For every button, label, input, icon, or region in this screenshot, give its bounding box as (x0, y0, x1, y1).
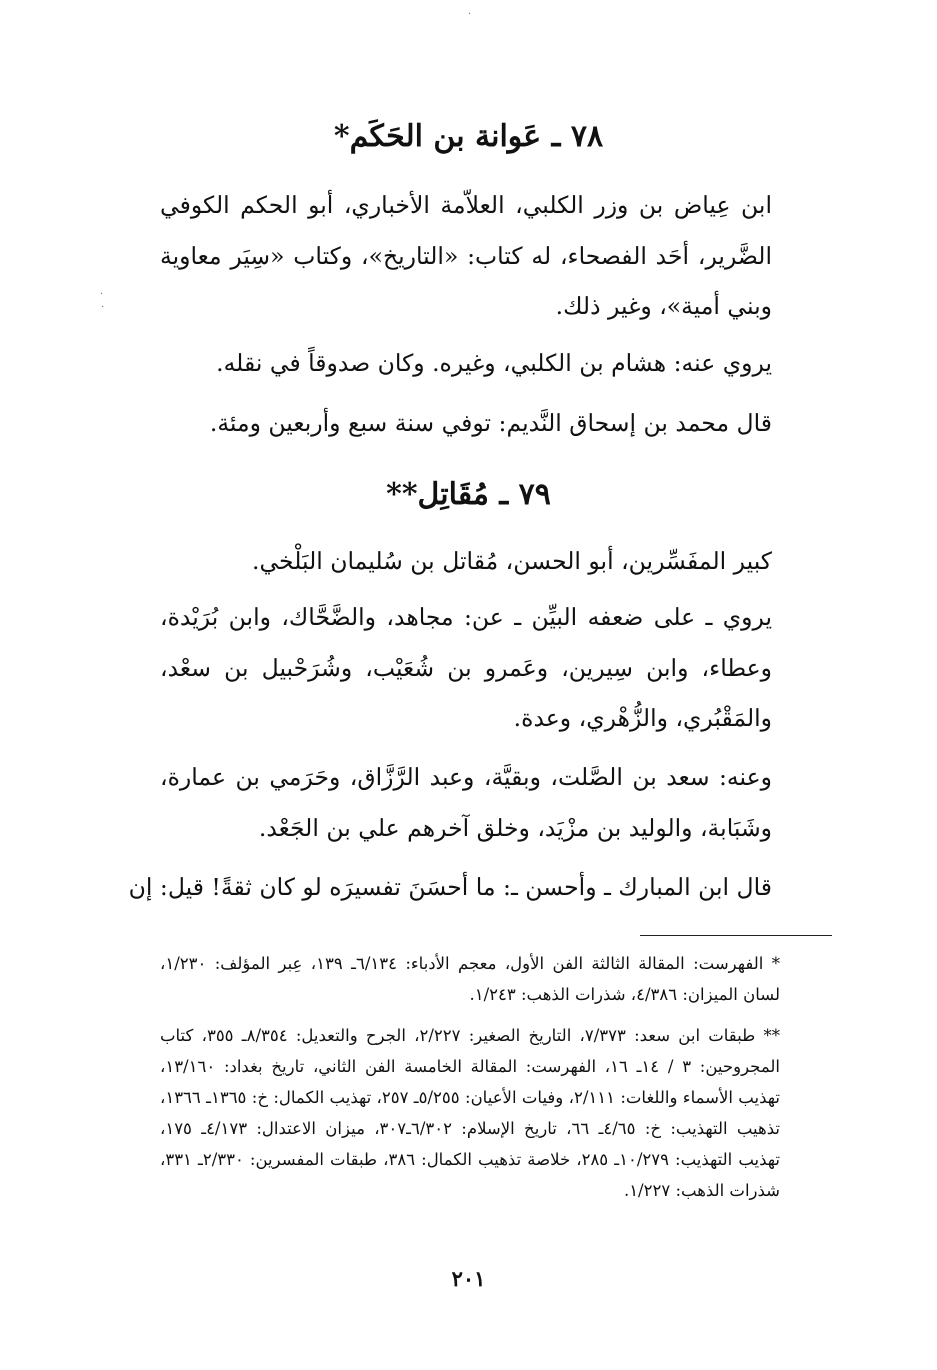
scan-speck: · (101, 302, 105, 313)
footnote-1: * الفهرست: المقالة الثالثة الفن الأول، معجم الأدباء: ٦/١٣٤ـ ١٣٩، عِبر المؤلف: ١/٢٣٠، لسان الميزان: ٤/٣٨٦، شذرات الذهب: ١/٢٤٣. (160, 954, 780, 1004)
entry-79-quote: قال ابن المبارك ـ وأحسن ـ: ما أحسَنَ تفسيرَه لو كان ثقةً! قيل: إن (128, 873, 772, 901)
entry-79-bio: كبير المفَسِّرين، أبو الحسن، مُقاتل بن سُليمان البَلْخي. (252, 547, 772, 575)
scan-speck: · (100, 289, 104, 300)
entry-78-title: ٧٨ ـ عَوانة بن الحَكَم* (333, 119, 604, 154)
scan-speck: · (468, 9, 472, 20)
page-number: ٢٠١ (451, 1266, 486, 1291)
entry-78-bio: ابن عِياض بن وزر الكلبي، العلاّمة الأخباري، أبو الحكم الكوفي الضَّرير، أحَد الفصحاء، له كتاب: «التاريخ»، وكتاب «سِيَر معاوية وبني أمية»، وغير ذلك. (160, 191, 772, 320)
entry-78-death: قال محمد بن إسحاق النَّديم: توفي سنة سبع وأربعين ومئة. (209, 409, 772, 437)
entry-79-teachers: يروي ـ على ضعفه البيِّن ـ عن: مجاهد، والضَّحَّاك، وابن بُرَيْدة، وعطاء، وابن سِيرين، وعَمرو بن شُعَيْب، وشُرَحْبيل بن سعْد، والمَقْبُري، والزُّهْري، وعدة. (160, 603, 772, 732)
entry-79-students: وعنه: سعد بن الصَّلت، وبقيَّة، وعبد الرَّزَّاق، وحَرَمي بن عمارة، وشَبَابة، والوليد بن مزْيَد، وخلق آخرهم علي بن الجَعْد. (160, 763, 772, 842)
footnote-2: ** طبقات ابن سعد: ٧/٣٧٣، التاريخ الصغير: ٢/٢٢٧، الجرح والتعديل: ٨/٣٥٤ـ ٣٥٥، كتاب المجروحين: ٣ / ١٤ـ ١٦، الفهرست: المقالة الخامسة الفن الثاني، تاريخ بغداد: ١٣/١٦٠، تهذيب الأسماء واللغات: ٢/١١١، وفيات الأعيان: ٥/٢٥٥ـ ٢٥٧، تهذيب الكمال: خ: ١٣٦٥ـ ١٣٦٦، تذهيب التهذيب: خ: ٤/٦٥ـ ٦٦، تاريخ الإسلام: ٦/٣٠٢ـ٣٠٧، ميزان الاعتدال: ٤/١٧٣ـ ١٧٥، تهذيب التهذيب: ١٠/٢٧٩ـ ٢٨٥، خلاصة تذهيب الكمال: ٣٨٦، طبقات المفسرين: ٢/٣٣٠ـ ٣٣١، شذرات الذهب: ١/٢٢٧. (160, 1026, 780, 1200)
footnote-separator (640, 935, 832, 936)
entry-78-narrators: يروي عنه: هشام بن الكلبي، وغيره. وكان صدوقاً في نقله. (216, 349, 772, 377)
entry-79-title: ٧٩ ـ مُقَاتِل** (386, 477, 551, 512)
